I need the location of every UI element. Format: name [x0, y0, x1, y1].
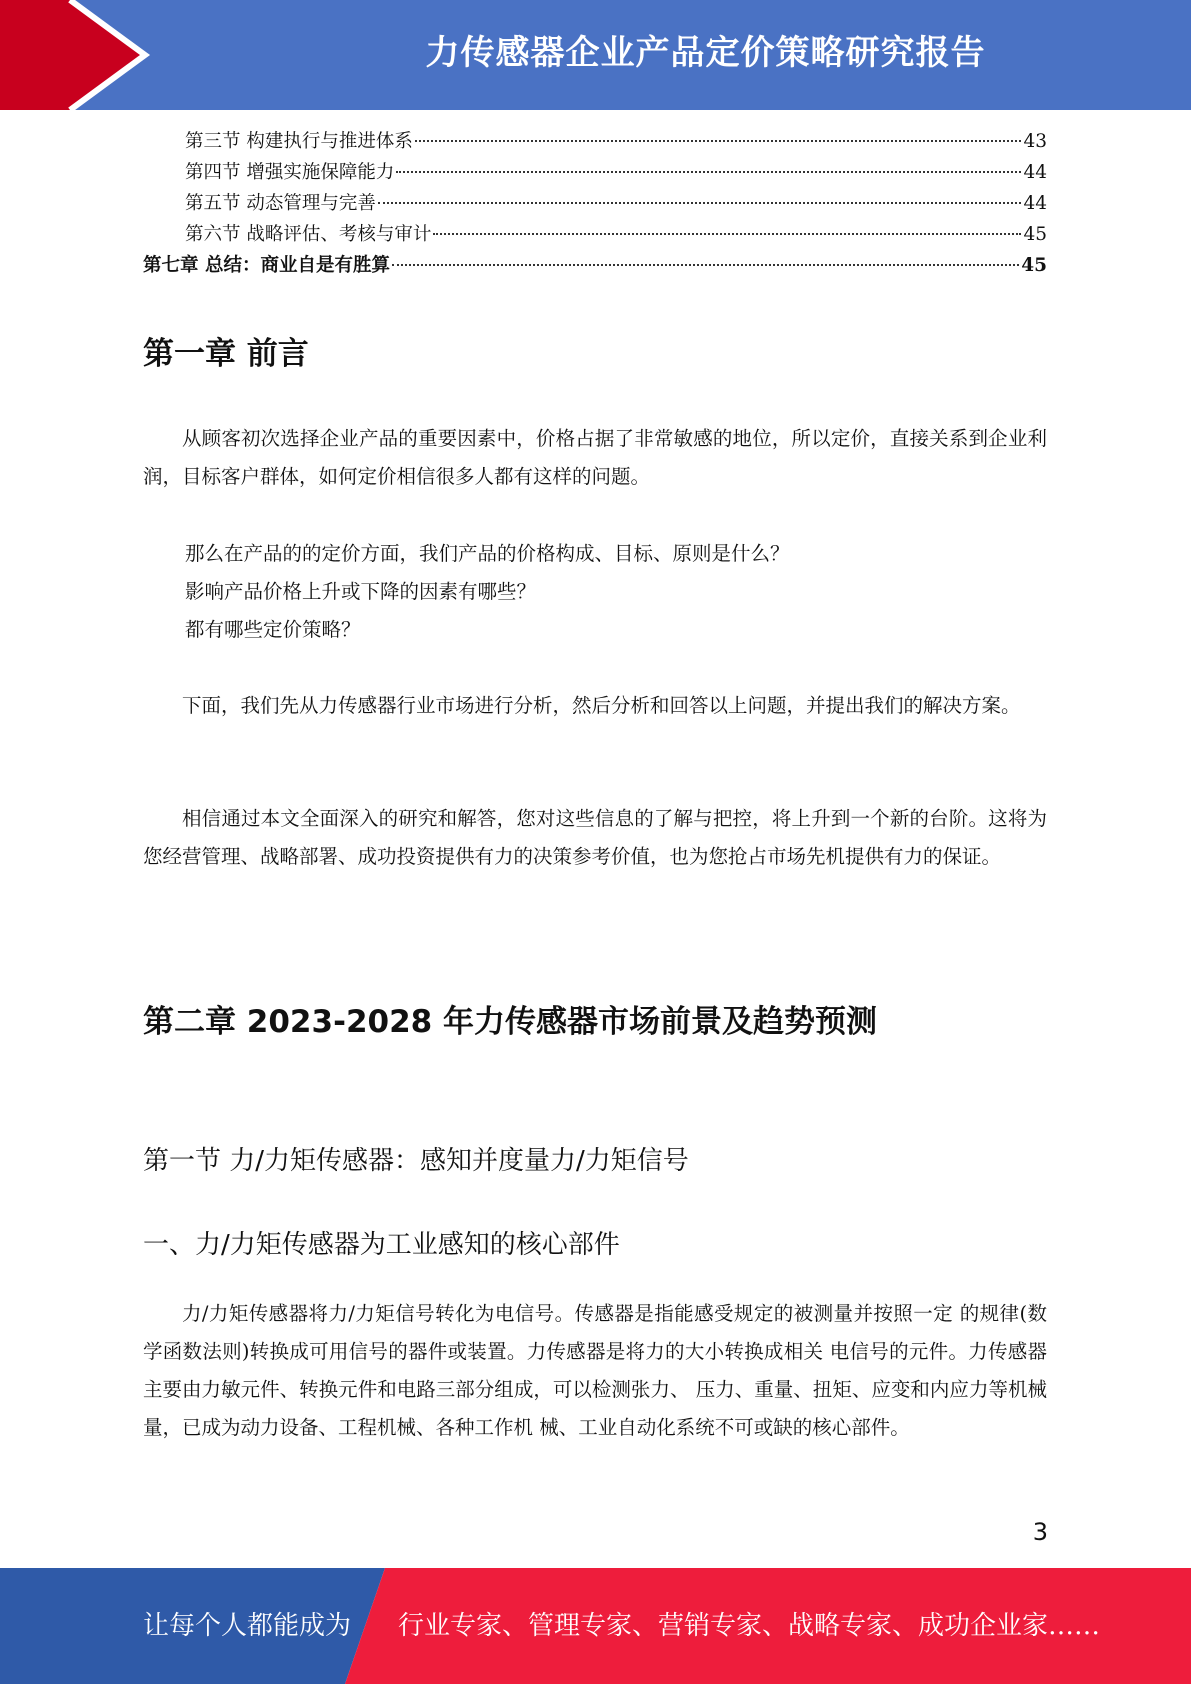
question-line: 影响产品价格上升或下降的因素有哪些？	[185, 580, 537, 603]
toc-entry-label: 第五节 动态管理与完善	[185, 193, 376, 214]
toc-leader-dots	[392, 264, 1019, 266]
toc-entry-label: 第四节 增强实施保障能力	[185, 162, 395, 183]
toc-entry[interactable]	[143, 188, 1047, 219]
toc-entry[interactable]	[143, 219, 1047, 250]
chapter-2-paragraph-1: 力/力矩传感器将力/力矩信号转化为电信号。传感器是指能感受规定的被测量并按照一定 的规律(数学函数法则)转换成可用信号的器件或装置。力传感器是将力的大小转换成相关 电信号的元件。力传感器主要由力敏元件、转换元件和电路三部分组成，可以检测张力、 压力、重量、扭矩、应变和内应力等机械量，已成为动力设备、工程机械、各种工作机 械、工业自动化系统不可或缺的核心部件。	[143, 1302, 1047, 1439]
toc-entry[interactable]	[143, 126, 1047, 157]
toc-leader-dots	[433, 233, 1021, 235]
page-footer	[0, 1568, 1191, 1684]
footer-slogan-left: 让每个人都能成为	[143, 1611, 352, 1641]
toc-chapter-entry[interactable]	[143, 250, 1047, 281]
toc-entry-label: 第三节 构建执行与推进体系	[185, 131, 413, 152]
page-header	[0, 0, 1191, 110]
toc-entry-page: 45	[1023, 224, 1047, 245]
chapter-1-paragraph-2: 下面，我们先从力传感器行业市场进行分析，然后分析和回答以上问题，并提出我们的解决方案。	[182, 694, 1021, 717]
chapter-1-paragraph-3: 相信通过本文全面深入的研究和解答，您对这些信息的了解与把控，将上升到一个新的台阶。这将为您经营管理、战略部署、成功投资提供有力的决策参考价值，也为您抢占市场先机提供有力的保证。	[143, 807, 1047, 868]
header-chevron-graphic	[0, 0, 160, 110]
toc-leader-dots	[415, 140, 1022, 142]
toc-entry-page: 45	[1021, 255, 1047, 276]
question-line: 都有哪些定价策略？	[185, 618, 361, 641]
page-number: 3	[1032, 1518, 1048, 1546]
toc-entry-page: 44	[1023, 193, 1047, 214]
toc-entry[interactable]	[143, 157, 1047, 188]
toc-entry-label: 第六节 战略评估、考核与审计	[185, 224, 432, 245]
header-title: 力传感器企业产品定价策略研究报告	[425, 33, 986, 73]
table-of-contents	[143, 126, 1047, 281]
toc-entry-page: 44	[1023, 162, 1047, 183]
toc-leader-dots	[378, 202, 1022, 204]
chapter-1-title: 第一章 前言	[143, 336, 309, 372]
subsection-1-title: 一、力/力矩传感器为工业感知的核心部件	[143, 1230, 620, 1260]
toc-entry-label: 第七章 总结：商业自是有胜算	[143, 255, 390, 276]
toc-entry-page: 43	[1023, 131, 1047, 152]
chapter-2-title: 第二章 2023-2028 年力传感器市场前景及趋势预测	[143, 1004, 878, 1040]
toc-leader-dots	[396, 171, 1021, 173]
chapter-1-paragraph-1: 从顾客初次选择企业产品的重要因素中，价格占据了非常敏感的地位，所以定价，直接关系到企业利润，目标客户群体，如何定价相信很多人都有这样的问题。	[143, 427, 1047, 488]
footer-slogan-right: 行业专家、管理专家、营销专家、战略专家、成功企业家……	[398, 1611, 1101, 1641]
section-1-title: 第一节 力/力矩传感器：感知并度量力/力矩信号	[143, 1146, 689, 1176]
question-line: 那么在产品的的定价方面，我们产品的价格构成、目标、原则是什么？	[185, 542, 790, 565]
